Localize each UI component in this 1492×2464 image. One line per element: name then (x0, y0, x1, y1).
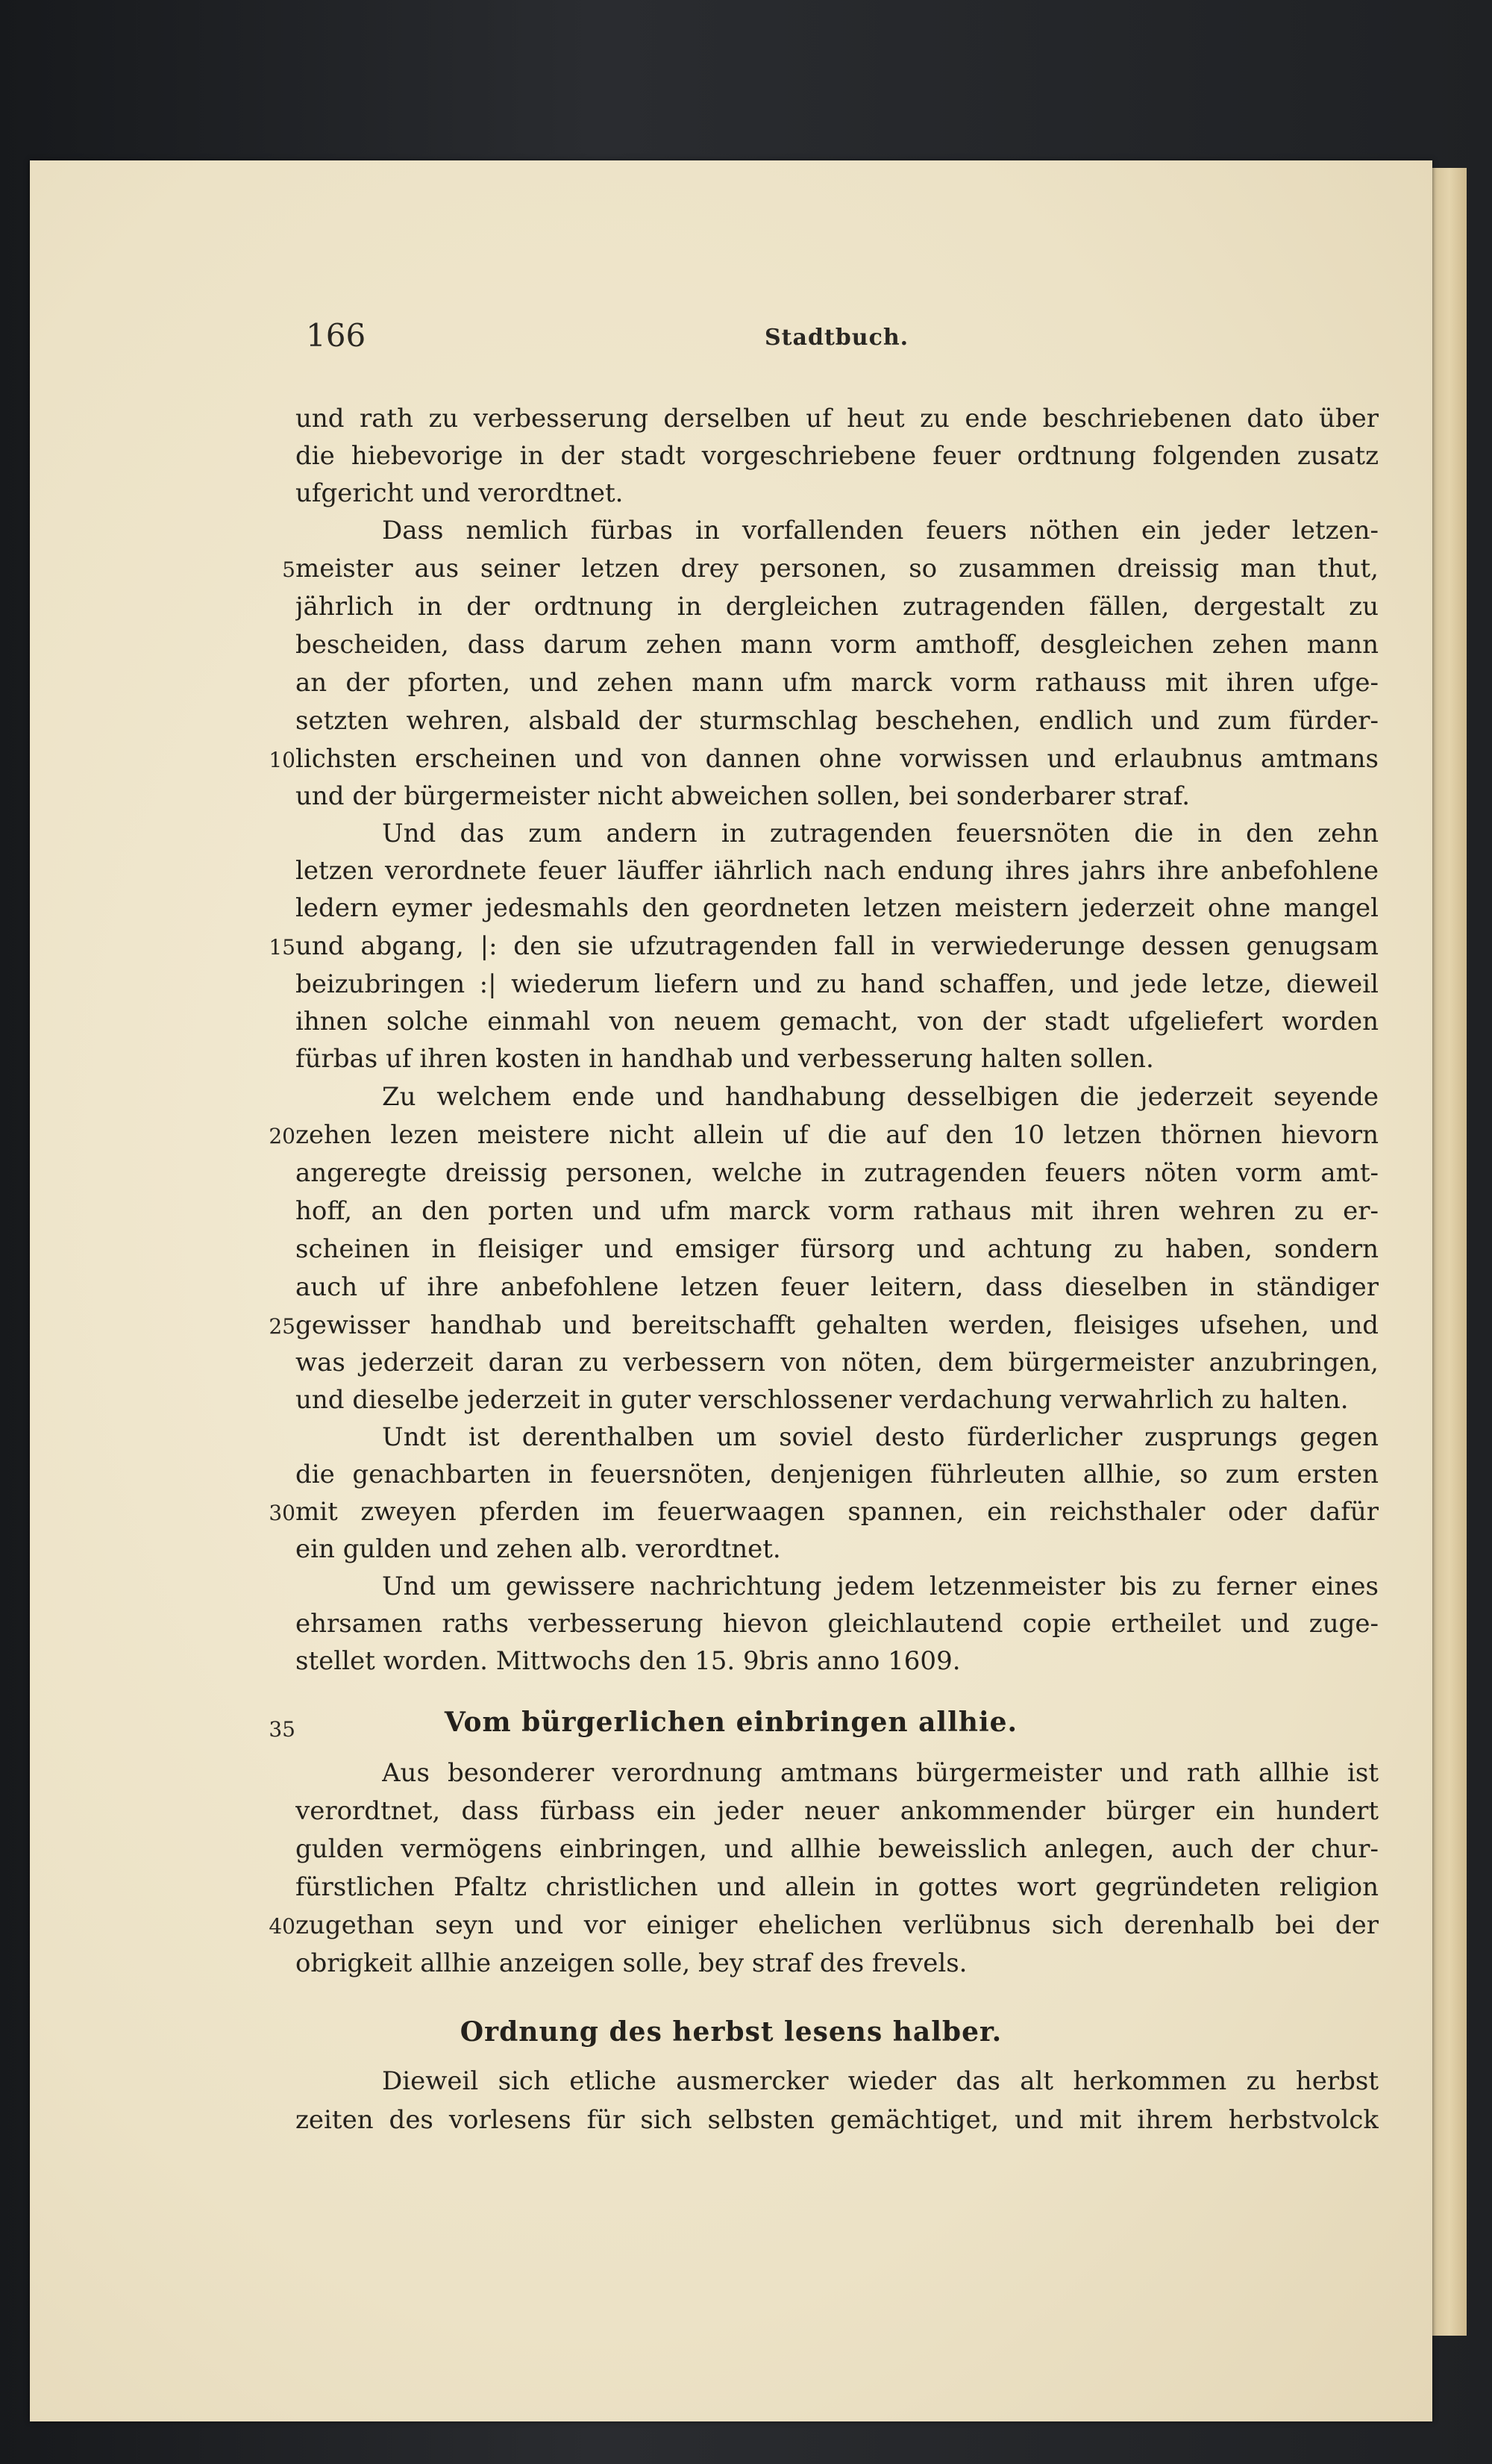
text-line: lichsten erscheinen und von dannen ohne vorwissen und erlaubnus amtmans (295, 744, 1379, 774)
text-line: hoff, an den porten und ufm marck vorm rathaus mit ihren wehren zu er- (295, 1196, 1379, 1226)
text-line: ein gulden und zehen alb. verordtnet. (295, 1534, 781, 1564)
line-number: 15 (269, 935, 295, 960)
text-line: stellet worden. Mittwochs den 15. 9bris anno 1609. (295, 1646, 961, 1676)
page-number: 166 (306, 317, 366, 354)
text-line: Zu welchem ende und handhabung desselbigen die jederzeit seyende (382, 1082, 1379, 1112)
text-line: und dieselbe jederzeit in guter verschlossener verdachung verwahrlich zu halten. (295, 1385, 1349, 1415)
text-line: Aus besonderer verordnung amtmans bürgermeister und rath allhie ist (382, 1758, 1379, 1788)
text-line: obrigkeit allhie anzeigen solle, bey straf des frevels. (295, 1948, 968, 1978)
text-line: und der bürgermeister nicht abweichen sollen, bei sonderbarer straf. (295, 781, 1191, 811)
text-line: Und das zum andern in zutragenden feuersnöten die in den zehn (382, 819, 1379, 848)
line-number: 40 (269, 1914, 295, 1939)
text-line: Undt ist derenthalben um soviel desto fürderlicher zusprungs gegen (382, 1422, 1379, 1452)
text-line: fürbas uf ihren kosten in handhab und verbesserung halten sollen. (295, 1044, 1154, 1074)
page-header (30, 317, 1432, 362)
section-heading: Ordnung des herbst lesens halber. (460, 2016, 1003, 2048)
line-number: 30 (269, 1501, 295, 1525)
text-line: beizubringen :| wiederum liefern und zu hand schaffen, und jede letze, dieweil (295, 969, 1379, 999)
text-line: Dass nemlich fürbas in vorfallenden feuers nöthen ein jeder letzen- (382, 516, 1379, 545)
text-line: jährlich in der ordtnung in dergleichen zutragenden fällen, dergestalt zu (295, 592, 1379, 622)
text-line: Dieweil sich etliche ausmercker wieder das alt herkommen zu herbst (382, 2066, 1379, 2096)
text-line: ufgericht und verordtnet. (295, 478, 624, 508)
line-number: 20 (269, 1124, 295, 1148)
line-number: 10 (269, 748, 295, 772)
text-line: auch uf ihre anbefohlene letzen feuer leitern, dass dieselben in ständiger (295, 1272, 1379, 1302)
text-line: zehen lezen meistere nicht allein uf die auf den 10 letzen thörnen hievorn (295, 1120, 1379, 1150)
book-page (30, 160, 1432, 2421)
line-number: 25 (269, 1314, 295, 1339)
running-head: Stadtbuch. (765, 325, 909, 351)
text-line: ihnen solche einmahl von neuem gemacht, von der stadt ufgeliefert worden (295, 1007, 1379, 1036)
text-line: und abgang, |: den sie ufzutragenden fall in verwiederunge dessen genugsam (295, 931, 1379, 961)
text-line: verordtnet, dass fürbass ein jeder neuer ankommender bürger ein hundert (295, 1796, 1379, 1826)
text-line: bescheiden, dass darum zehen mann vorm amthoff, desgleichen zehen mann (295, 630, 1379, 660)
text-line: meister aus seiner letzen drey personen, so zusammen dreissig man thut, (295, 554, 1379, 584)
text-line: ehrsamen raths verbesserung hievon gleichlautend copie ertheilet und zuge- (295, 1609, 1379, 1639)
text-line: fürstlichen Pfaltz christlichen und allein in gottes wort gegründeten religion (295, 1872, 1379, 1902)
text-line: angeregte dreissig personen, welche in zutragenden feuers nöten vorm amt- (295, 1158, 1379, 1188)
text-line: an der pforten, und zehen mann ufm marck vorm rathauss mit ihren ufge- (295, 668, 1379, 698)
text-line: die genachbarten in feuersnöten, denjenigen führleuten allhie, so zum ersten (295, 1460, 1379, 1489)
text-line: was jederzeit daran zu verbessern von nöten, dem bürgermeister anzubringen, (295, 1348, 1379, 1378)
text-line: scheinen in fleisiger und emsiger fürsorg und achtung zu haben, sondern (295, 1234, 1379, 1264)
text-line: und rath zu verbesserung derselben uf heut zu ende beschriebenen dato über (295, 404, 1379, 434)
text-line: ledern eymer jedesmahls den geordneten letzen meistern jederzeit ohne mangel (295, 893, 1379, 923)
line-number: 35 (269, 1717, 295, 1742)
text-line: Und um gewissere nachrichtung jedem letzenmeister bis zu ferner eines (382, 1572, 1379, 1601)
text-line: die hiebevorige in der stadt vorgeschriebene feuer ordtnung folgenden zusatz (295, 441, 1379, 471)
text-line: mit zweyen pferden im feuerwaagen spannen, ein reichsthaler oder dafür (295, 1497, 1379, 1527)
text-line: setzten wehren, alsbald der sturmschlag beschehen, endlich und zum fürder- (295, 706, 1379, 736)
text-line: letzen verordnete feuer läuffer iährlich nach endung ihres jahrs ihre anbefohlene (295, 856, 1379, 886)
text-line: zugethan seyn und vor einiger ehelichen verlübnus sich derenhalb bei der (295, 1910, 1379, 1940)
section-heading: Vom bürgerlichen einbringen allhie. (444, 1707, 1018, 1738)
text-line: gulden vermögens einbringen, und allhie beweisslich anlegen, auch der chur- (295, 1834, 1379, 1864)
text-line: zeiten des vorlesens für sich selbsten gemächtiget, und mit ihrem herbstvolck (295, 2105, 1379, 2135)
line-number: 5 (282, 557, 295, 582)
text-line: gewisser handhab und bereitschafft gehalten werden, fleisiges ufsehen, und (295, 1310, 1379, 1340)
